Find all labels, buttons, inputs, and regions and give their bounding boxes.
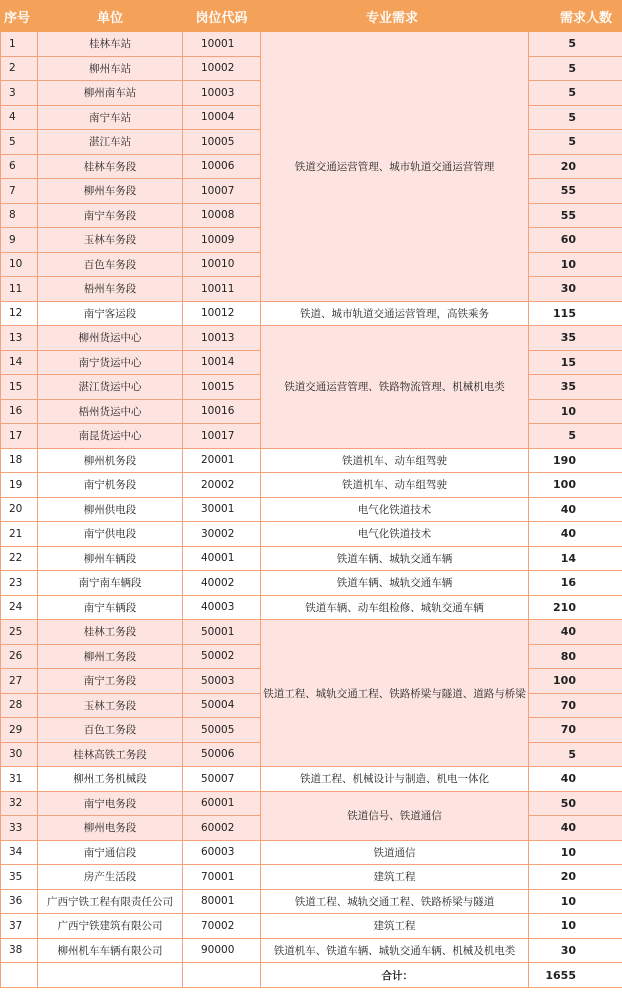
cell-seq: 37 (1, 914, 38, 939)
cell-seq: 30 (1, 742, 38, 767)
cell-count: 80 (529, 644, 622, 669)
cell-unit: 南宁南车辆段 (38, 571, 183, 596)
cell-count: 20 (529, 154, 622, 179)
cell-seq: 31 (1, 767, 38, 792)
table-row (1, 32, 622, 57)
cell-unit: 南宁供电段 (38, 522, 183, 547)
cell-unit: 柳州工务段 (38, 644, 183, 669)
cell-unit: 房产生活段 (38, 865, 183, 890)
table-row (1, 301, 622, 326)
cell-seq: 14 (1, 350, 38, 375)
cell-seq: 34 (1, 840, 38, 865)
cell-code: 50005 (183, 718, 261, 743)
cell-code: 50002 (183, 644, 261, 669)
cell-unit: 梧州货运中心 (38, 399, 183, 424)
cell-seq: 18 (1, 448, 38, 473)
cell-count: 210 (529, 595, 622, 620)
cell-count: 20 (529, 865, 622, 890)
cell-major: 铁道工程、城轨交通工程、铁路桥梁与隧道 (261, 889, 529, 914)
total-row (1, 963, 622, 988)
cell-code: 10007 (183, 179, 261, 204)
cell-seq: 8 (1, 203, 38, 228)
header-major: 专业需求 (261, 1, 529, 32)
cell-count: 5 (529, 56, 622, 81)
cell-count: 40 (529, 767, 622, 792)
header-row (1, 1, 622, 32)
cell-seq: 26 (1, 644, 38, 669)
total-blank (183, 963, 261, 988)
cell-unit: 柳州电务段 (38, 816, 183, 841)
cell-code: 40003 (183, 595, 261, 620)
cell-major: 铁道、城市轨道交通运营管理，高铁乘务 (261, 301, 529, 326)
cell-code: 20001 (183, 448, 261, 473)
cell-code: 10015 (183, 375, 261, 400)
table-row (1, 914, 622, 939)
cell-code: 70002 (183, 914, 261, 939)
cell-code: 40001 (183, 546, 261, 571)
cell-major: 建筑工程 (261, 914, 529, 939)
cell-seq: 5 (1, 130, 38, 155)
cell-code: 30002 (183, 522, 261, 547)
cell-code: 70001 (183, 865, 261, 890)
cell-major: 电气化铁道技术 (261, 522, 529, 547)
cell-count: 115 (529, 301, 622, 326)
table-row (1, 595, 622, 620)
cell-seq: 3 (1, 81, 38, 106)
cell-count: 14 (529, 546, 622, 571)
cell-count: 70 (529, 693, 622, 718)
cell-seq: 32 (1, 791, 38, 816)
cell-seq: 22 (1, 546, 38, 571)
cell-unit: 梧州车务段 (38, 277, 183, 302)
cell-unit: 柳州车站 (38, 56, 183, 81)
cell-count: 70 (529, 718, 622, 743)
cell-seq: 29 (1, 718, 38, 743)
cell-seq: 20 (1, 497, 38, 522)
cell-seq: 2 (1, 56, 38, 81)
cell-seq: 25 (1, 620, 38, 645)
cell-seq: 16 (1, 399, 38, 424)
table-row (1, 767, 622, 792)
cell-major: 铁道信号、铁道通信 (261, 791, 529, 840)
table-row (1, 473, 622, 498)
cell-code: 10014 (183, 350, 261, 375)
cell-major: 建筑工程 (261, 865, 529, 890)
cell-major: 铁道车辆、城轨交通车辆 (261, 546, 529, 571)
cell-seq: 19 (1, 473, 38, 498)
cell-count: 30 (529, 938, 622, 963)
cell-seq: 28 (1, 693, 38, 718)
cell-seq: 23 (1, 571, 38, 596)
cell-seq: 9 (1, 228, 38, 253)
cell-seq: 10 (1, 252, 38, 277)
total-blank (38, 963, 183, 988)
cell-major: 铁道车辆、动车组检修、城轨交通车辆 (261, 595, 529, 620)
cell-seq: 1 (1, 32, 38, 57)
cell-major: 铁道交通运营管理、铁路物流管理、机械机电类 (261, 326, 529, 449)
table-row (1, 791, 622, 816)
cell-count: 5 (529, 130, 622, 155)
cell-code: 10002 (183, 56, 261, 81)
cell-unit: 桂林车站 (38, 32, 183, 57)
cell-count: 55 (529, 179, 622, 204)
cell-seq: 27 (1, 669, 38, 694)
cell-count: 190 (529, 448, 622, 473)
cell-code: 50006 (183, 742, 261, 767)
table-row (1, 326, 622, 351)
cell-code: 10003 (183, 81, 261, 106)
header-code: 岗位代码 (183, 1, 261, 32)
cell-code: 10006 (183, 154, 261, 179)
cell-unit: 玉林车务段 (38, 228, 183, 253)
cell-count: 60 (529, 228, 622, 253)
cell-code: 60002 (183, 816, 261, 841)
cell-major: 铁道通信 (261, 840, 529, 865)
cell-seq: 17 (1, 424, 38, 449)
cell-code: 40002 (183, 571, 261, 596)
header-count: 需求人数 (529, 1, 622, 32)
cell-code: 90000 (183, 938, 261, 963)
cell-code: 50003 (183, 669, 261, 694)
cell-unit: 南宁货运中心 (38, 350, 183, 375)
cell-seq: 36 (1, 889, 38, 914)
cell-unit: 柳州机务段 (38, 448, 183, 473)
cell-unit: 南宁车站 (38, 105, 183, 130)
cell-seq: 33 (1, 816, 38, 841)
cell-code: 80001 (183, 889, 261, 914)
cell-count: 16 (529, 571, 622, 596)
cell-unit: 柳州南车站 (38, 81, 183, 106)
cell-unit: 百色车务段 (38, 252, 183, 277)
cell-unit: 广西宁铁工程有限责任公司 (38, 889, 183, 914)
cell-code: 30001 (183, 497, 261, 522)
cell-unit: 南宁客运段 (38, 301, 183, 326)
cell-seq: 38 (1, 938, 38, 963)
table-row (1, 840, 622, 865)
cell-code: 10010 (183, 252, 261, 277)
table-row (1, 889, 622, 914)
cell-code: 10016 (183, 399, 261, 424)
cell-unit: 柳州工务机械段 (38, 767, 183, 792)
cell-unit: 柳州货运中心 (38, 326, 183, 351)
cell-code: 10004 (183, 105, 261, 130)
cell-unit: 广西宁铁建筑有限公司 (38, 914, 183, 939)
cell-unit: 柳州机车车辆有限公司 (38, 938, 183, 963)
cell-major: 铁道车辆、城轨交通车辆 (261, 571, 529, 596)
cell-count: 5 (529, 742, 622, 767)
cell-unit: 湛江货运中心 (38, 375, 183, 400)
cell-major: 铁道工程、城轨交通工程、铁路桥梁与隧道、道路与桥梁 (261, 620, 529, 767)
cell-code: 10011 (183, 277, 261, 302)
cell-code: 50004 (183, 693, 261, 718)
cell-unit: 桂林工务段 (38, 620, 183, 645)
cell-unit: 柳州供电段 (38, 497, 183, 522)
cell-unit: 桂林车务段 (38, 154, 183, 179)
table-row (1, 546, 622, 571)
cell-count: 100 (529, 669, 622, 694)
cell-code: 10008 (183, 203, 261, 228)
cell-code: 10005 (183, 130, 261, 155)
cell-code: 10012 (183, 301, 261, 326)
table-row (1, 620, 622, 645)
cell-seq: 15 (1, 375, 38, 400)
cell-count: 10 (529, 840, 622, 865)
cell-seq: 7 (1, 179, 38, 204)
cell-seq: 21 (1, 522, 38, 547)
cell-major: 铁道机车、动车组驾驶 (261, 473, 529, 498)
cell-code: 10009 (183, 228, 261, 253)
cell-count: 10 (529, 252, 622, 277)
cell-code: 60003 (183, 840, 261, 865)
cell-count: 10 (529, 889, 622, 914)
total-value: 1655 (529, 963, 622, 988)
cell-code: 60001 (183, 791, 261, 816)
cell-seq: 6 (1, 154, 38, 179)
cell-major: 铁道交通运营管理、城市轨道交通运营管理 (261, 32, 529, 302)
cell-seq: 11 (1, 277, 38, 302)
cell-count: 55 (529, 203, 622, 228)
cell-major: 电气化铁道技术 (261, 497, 529, 522)
cell-count: 50 (529, 791, 622, 816)
cell-unit: 南宁车辆段 (38, 595, 183, 620)
cell-unit: 南宁车务段 (38, 203, 183, 228)
cell-count: 100 (529, 473, 622, 498)
header-seq: 序号 (1, 1, 38, 32)
table-row (1, 522, 622, 547)
cell-unit: 柳州车务段 (38, 179, 183, 204)
cell-count: 10 (529, 914, 622, 939)
cell-count: 40 (529, 522, 622, 547)
cell-seq: 4 (1, 105, 38, 130)
table-row (1, 571, 622, 596)
table-row (1, 865, 622, 890)
cell-seq: 12 (1, 301, 38, 326)
cell-code: 50001 (183, 620, 261, 645)
cell-count: 40 (529, 816, 622, 841)
cell-unit: 南宁机务段 (38, 473, 183, 498)
table-row (1, 938, 622, 963)
cell-major: 铁道工程、机械设计与制造、机电一体化 (261, 767, 529, 792)
cell-count: 5 (529, 81, 622, 106)
cell-count: 40 (529, 497, 622, 522)
cell-code: 10001 (183, 32, 261, 57)
cell-count: 35 (529, 326, 622, 351)
cell-major: 铁道机车、动车组驾驶 (261, 448, 529, 473)
cell-unit: 湛江车站 (38, 130, 183, 155)
cell-unit: 桂林高铁工务段 (38, 742, 183, 767)
cell-unit: 南昆货运中心 (38, 424, 183, 449)
cell-count: 5 (529, 32, 622, 57)
cell-count: 35 (529, 375, 622, 400)
cell-unit: 百色工务段 (38, 718, 183, 743)
cell-unit: 南宁工务段 (38, 669, 183, 694)
table-row (1, 448, 622, 473)
table-row (1, 497, 622, 522)
cell-code: 10013 (183, 326, 261, 351)
cell-code: 10017 (183, 424, 261, 449)
total-blank (1, 963, 38, 988)
cell-count: 15 (529, 350, 622, 375)
cell-unit: 南宁通信段 (38, 840, 183, 865)
cell-count: 30 (529, 277, 622, 302)
cell-seq: 13 (1, 326, 38, 351)
cell-unit: 南宁电务段 (38, 791, 183, 816)
cell-count: 10 (529, 399, 622, 424)
cell-code: 20002 (183, 473, 261, 498)
cell-seq: 24 (1, 595, 38, 620)
cell-unit: 柳州车辆段 (38, 546, 183, 571)
cell-major: 铁道机车、铁道车辆、城轨交通车辆、机械及机电类 (261, 938, 529, 963)
header-unit: 单位 (38, 1, 183, 32)
total-label: 合计： (261, 963, 529, 988)
cell-count: 5 (529, 424, 622, 449)
cell-unit: 玉林工务段 (38, 693, 183, 718)
cell-seq: 35 (1, 865, 38, 890)
cell-code: 50007 (183, 767, 261, 792)
cell-count: 40 (529, 620, 622, 645)
cell-count: 5 (529, 105, 622, 130)
